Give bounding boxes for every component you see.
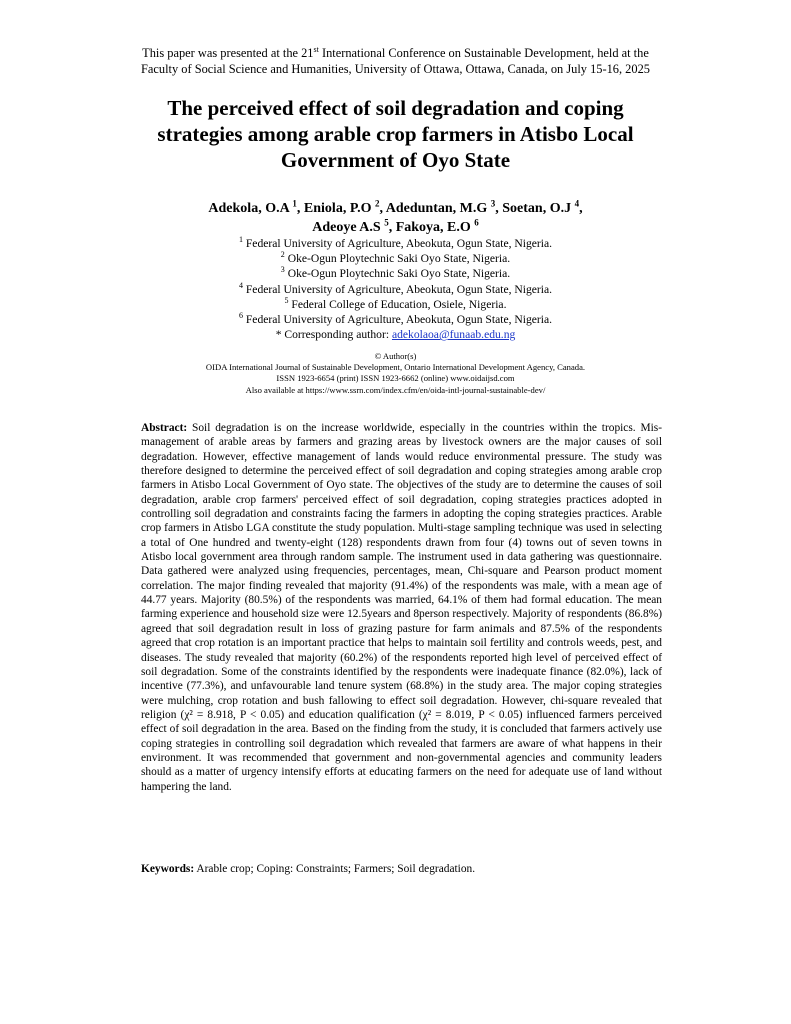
author-affiliation-mark: 3 [490,198,496,209]
corresponding-author: * Corresponding author: adekolaoa@funaab.edu.ng [275,328,516,342]
paper-title [70,95,721,173]
affiliation-item: $^6$ Federal University of Agriculture, Abeokuta, Ogun State, Nigeria. [238,311,553,327]
title-line-3: Government of Oyo State [280,148,511,172]
abstract-text: Soil degradation is on the increase worldwide, especially in the countries within the tropics. Mis-management of arable areas by farmers and grazing areas by livestock owners are the major causes of soil degradation. However, effective management of lands would reduce environmental pressure. The study was therefore designed to determine the perceived effect of soil degradation and coping strategies among arable crop farmers in Atisbo Local Government of Oyo state. The objectives of the study are to determine the causes of soil degradation, arable crop farmers' perceived effect of soil degradation, coping strategies practices adopted in controlling soil degradation and constraints facing the farmers in adopting the coping strategies practices. Arable crop farmers in Atisbo LGA constitute the study population. Multi-stage sampling technique was used in selecting a total of One hundred and twenty-eight (128) respondents drawn from four (4) towns out of seven towns in Atisbo local government area through random sample. The instrument used in data gathering was questionnaire. Data gathered were analyzed using frequencies, percentages, mean, Chi-square and Pearson product moment correlation. The major finding revealed that majority (91.4%) of the respondents was male, with a mean age of 44.77 years. Majority (80.5%) of the respondents was married, 64.1% of them had formal education. The mean farming experience and household size were 12.5years and 8person respectively. Majority of respondents (86.8%) agreed that soil degradation result in loss of grazing pasture for farm animals and 87.5% of the respondents agreed that crop rotation is an important practice that helps to maintain soil fertility and controls weeds, pest, and diseases. The study revealed that majority (60.2%) of the respondents reported high level of perceived effect of soil degradation. Some of the constraints identified by the respondents were inadequate finance (82.0%), lack of incentive (77.3%), and unfavourable land tenure system (68.8%) in the study area. The major coping strategies were mulching, crop rotation and bush fallowing to effect soil degradation. However, chi-square revealed that religion (χ² = 8.918, P < 0.05) and education qualification (χ² = 8.019, P < 0.05) influenced farmers perceived effect of soil degradation in the area. Based on the finding from the study, it is concluded that farmers actively use coping strategies in controlling soil degradation which revealed that farmers are aware of what happens in their environment. It was recommended that government and non-governmental agencies and community leaders should as a matter of urgency intensify efforts at educating farmers on the need for adequate use of land without hampering the land. [141,422,662,793]
affiliation-item: $^3$ Oke-Ogun Ploytechnic Saki Oyo State, Nigeria. [280,265,511,281]
conference-note-line-1: This paper was presented at the 21st International Conference on Sustainable Development, held at the [142,44,649,60]
affiliation-item: $^1$ Federal University of Agriculture, Abeokuta, Ogun State, Nigeria. [238,235,553,250]
copyright-block [70,351,721,396]
author-name: Fakoya, E.O [395,220,475,235]
author-name: Soetan, O.J [502,201,575,216]
author-name: Eniola, P.O [303,201,375,216]
author-affiliation-mark: 4 [574,198,580,209]
affiliation-item: $^4$ Federal University of Agriculture, Abeokuta, Ogun State, Nigeria. [238,280,553,296]
author-name: Adeoye A.S [312,220,385,235]
author-affiliation-mark: 5 [384,217,389,228]
journal-line: OIDA International Journal of Sustainable Development, Ontario International Development Agency, Canada. [205,362,586,373]
copyright-line: © Author(s) [374,351,417,361]
author-line-2: Adeoye A.S $^5$, Fakoya, E.O $^6$ [312,217,479,235]
affiliation-list [70,236,721,342]
title-line-2: strategies among arable crop farmers in Atisbo Local [157,122,634,146]
conference-note-line-2: Faculty of Social Science and Humanities, University of Ottawa, Ottawa, Canada, on July 15-16, 2025 [141,62,650,76]
author-name: Adekola, O.A [208,201,293,216]
ordinal-superscript: st [313,44,319,54]
abstract-label: Abstract: [141,422,188,434]
corresponding-email-link[interactable]: adekolaoa@funaab.edu.ng [391,328,516,342]
abstract [141,421,662,794]
author-line-1: Adekola, O.A $^1$, Eniola, P.O $^2$, Adeduntan, M.G $^3$, Soetan, O.J $^4$, [208,198,583,216]
keywords [141,862,662,876]
title-line-1: The perceived effect of soil degradation and coping [167,96,624,120]
affiliation-item: $^5$ Federal College of Education, Osiele, Nigeria. [284,295,507,311]
author-list [70,199,721,237]
author-name: Adeduntan, M.G [385,201,491,216]
author-affiliation-mark: 6 [474,217,479,228]
author-affiliation-mark: 1 [292,198,297,209]
keywords-label: Keywords: [141,863,195,875]
availability-line: Also available at https://www.ssrn.com/index.cfm/en/oida-intl-journal-sustainable-dev/ [245,384,546,395]
conference-note [60,45,731,77]
keywords-text: Arable crop; Coping: Constraints; Farmers; Soil degradation. [194,863,476,875]
affiliation-item: $^2$ Oke-Ogun Ploytechnic Saki Oyo State, Nigeria. [280,250,511,266]
author-affiliation-mark: 2 [374,198,380,209]
issn-line: ISSN 1923-6654 (print) ISSN 1923-6662 (online) www.oidaijsd.com [276,373,515,384]
